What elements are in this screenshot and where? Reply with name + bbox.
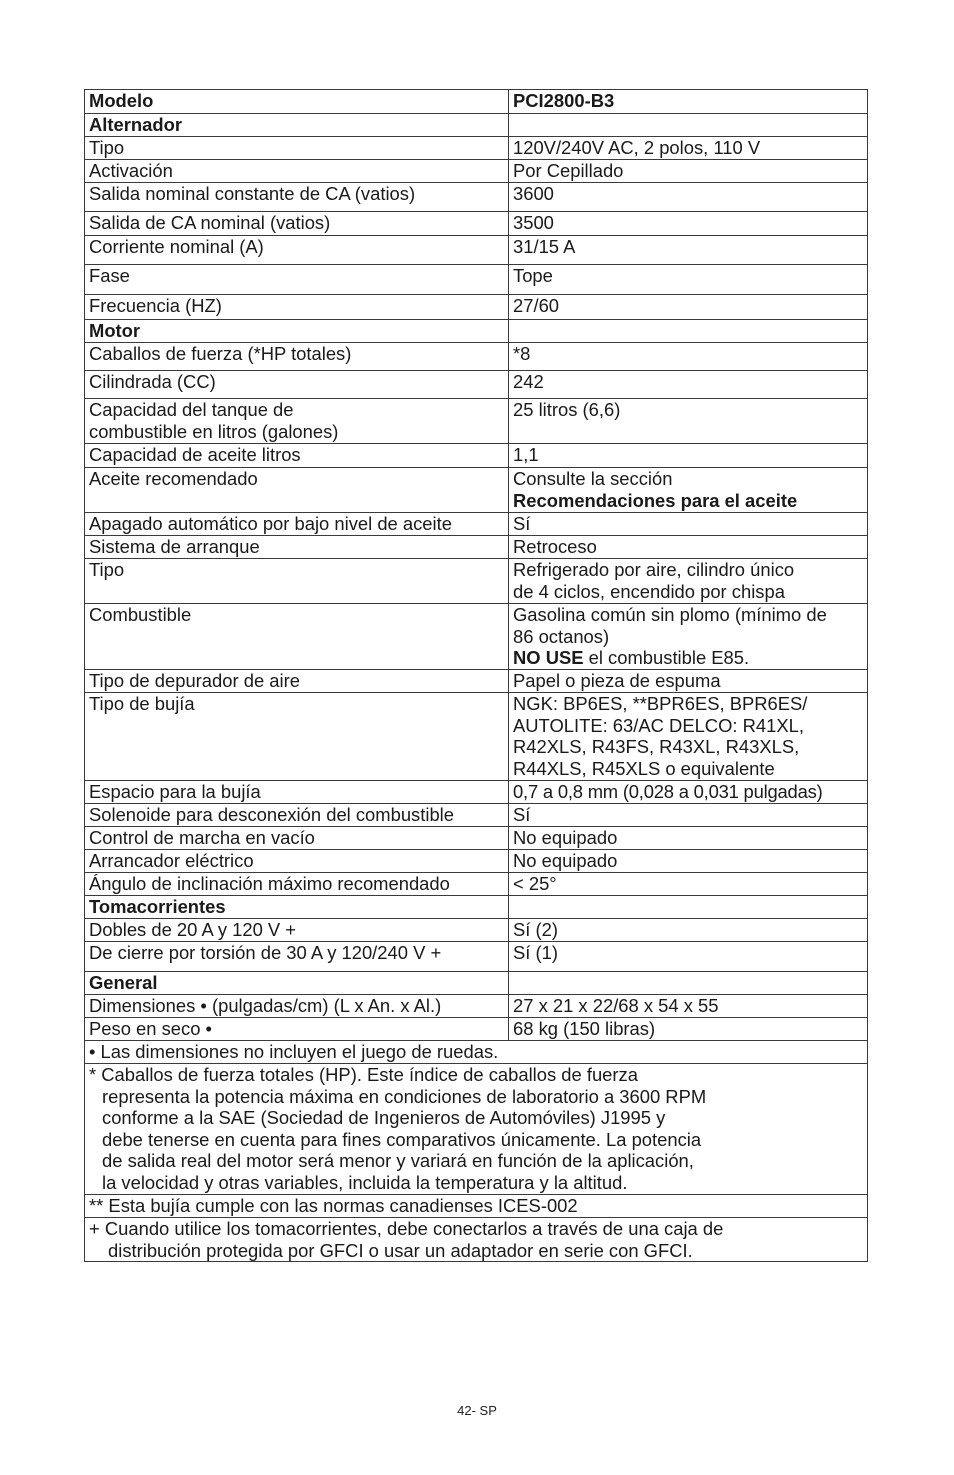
section-header-row [85, 114, 868, 137]
table-row [85, 919, 868, 942]
spec-value: 3500 [509, 212, 868, 236]
spec-label: Sistema de arranque [85, 536, 509, 559]
model-label: Modelo [85, 90, 509, 114]
spec-label: Tipo de bujía [85, 693, 509, 781]
table-row [85, 160, 868, 183]
note-dimensions: • Las dimensiones no incluyen el juego de ruedas. [85, 1041, 868, 1064]
note-row [85, 1218, 868, 1262]
section-header-row [85, 896, 868, 919]
spec-value: Sí [509, 804, 868, 827]
spec-value: No equipado [509, 827, 868, 850]
spec-value: No equipado [509, 850, 868, 873]
spec-value: < 25° [509, 873, 868, 896]
table-row [85, 604, 868, 670]
spec-value-line: 86 octanos) [513, 625, 610, 647]
spec-label: Caballos de fuerza (*HP totales) [85, 343, 509, 371]
spec-value-line: Recomendaciones para el aceite [513, 489, 798, 511]
spec-value: 0,7 a 0,8 mm (0,028 a 0,031 pulgadas) [509, 781, 868, 804]
spec-label [85, 399, 509, 444]
spec-label: Combustible [85, 604, 509, 670]
spec-label: Tipo [85, 559, 509, 604]
table-row [85, 399, 868, 444]
spec-label-line: combustible en litros (galones) [89, 420, 339, 442]
spec-label: Salida nominal constante de CA (vatios) [85, 183, 509, 212]
table-row [85, 995, 868, 1018]
spec-value-line: de 4 ciclos, encendido por chispa [513, 580, 785, 602]
table-row [85, 804, 868, 827]
spec-value: Retroceso [509, 536, 868, 559]
note-row [85, 1195, 868, 1218]
spec-label: Frecuencia (HZ) [85, 295, 509, 320]
section-title-tomacorrientes: Tomacorrientes [85, 896, 509, 919]
page-number: 42- SP [457, 1403, 497, 1418]
note-spark-plug: ** Esta bujía cumple con las normas canadienses ICES-002 [85, 1195, 868, 1218]
spec-label: Fase [85, 265, 509, 295]
spec-value-line: R42XLS, R43FS, R43XL, R43XLS, [513, 736, 800, 758]
spec-label: Ángulo de inclinación máximo recomendado [85, 873, 509, 896]
spec-value: 25 litros (6,6) [509, 399, 868, 444]
note-horsepower [85, 1064, 868, 1195]
spec-value: *8 [509, 343, 868, 371]
section-header-row [85, 972, 868, 995]
table-row [85, 90, 868, 114]
table-row [85, 942, 868, 972]
spec-value [509, 693, 868, 781]
spec-value: 120V/240V AC, 2 polos, 110 V [509, 137, 868, 160]
table-row [85, 693, 868, 781]
table-row [85, 265, 868, 295]
spec-label: Activación [85, 160, 509, 183]
spec-value: 27/60 [509, 295, 868, 320]
table-row [85, 468, 868, 513]
spec-label: Salida de CA nominal (vatios) [85, 212, 509, 236]
note-line: representa la potencia máxima en condiciones de laboratorio a 3600 RPM [102, 1085, 707, 1107]
spec-label: Aceite recomendado [85, 468, 509, 513]
note-line: la velocidad y otras variables, incluida la temperatura y la altitud. [102, 1171, 628, 1193]
spec-label: Solenoide para desconexión del combustible [85, 804, 509, 827]
table-row [85, 212, 868, 236]
table-row [85, 850, 868, 873]
spec-label: Tipo de depurador de aire [85, 670, 509, 693]
spec-label: Peso en seco • [85, 1018, 509, 1041]
table-row [85, 559, 868, 604]
note-outlets [85, 1218, 868, 1262]
note-line: * Caballos de fuerza totales (HP). Este índice de caballos de fuerza [89, 1064, 638, 1085]
section-title-general: General [85, 972, 509, 995]
section-header-row [85, 320, 868, 343]
spec-value-line: NGK: BP6ES, **BPR6ES, BPR6ES/ [513, 693, 808, 714]
table-row [85, 236, 868, 265]
section-title-alternador: Alternador [85, 114, 509, 137]
note-line: conforme a la SAE (Sociedad de Ingenieros de Automóviles) J1995 y [102, 1107, 666, 1129]
spec-value: 3600 [509, 183, 868, 212]
spec-value: Papel o pieza de espuma [509, 670, 868, 693]
spec-value-line: AUTOLITE: 63/AC DELCO: R41XL, [513, 714, 804, 736]
table-row [85, 183, 868, 212]
table-row [85, 1018, 868, 1041]
spec-value: Sí (2) [509, 919, 868, 942]
spec-value-line: Consulte la sección [513, 468, 673, 489]
spec-value: Sí [509, 513, 868, 536]
spec-label: Dimensiones • (pulgadas/cm) (L x An. x Al.) [85, 995, 509, 1018]
spec-label: Apagado automático por bajo nivel de aceite [85, 513, 509, 536]
spec-value [509, 604, 868, 670]
spec-value: Tope [509, 265, 868, 295]
note-line: distribución protegida por GFCI o usar un adaptador en serie con GFCI. [108, 1239, 693, 1261]
spec-value-line: R44XLS, R45XLS o equivalente [513, 757, 775, 779]
spec-label: Dobles de 20 A y 120 V + [85, 919, 509, 942]
table-row [85, 670, 868, 693]
note-row [85, 1041, 868, 1064]
spec-value: 68 kg (150 libras) [509, 1018, 868, 1041]
spec-label: Corriente nominal (A) [85, 236, 509, 265]
table-row [85, 513, 868, 536]
spec-label: Tipo [85, 137, 509, 160]
spec-label-line: Capacidad del tanque de [89, 399, 294, 420]
note-line: debe tenerse en cuenta para fines comparativos únicamente. La potencia [102, 1128, 702, 1150]
warning-text: NO USE [513, 647, 584, 669]
table-row [85, 371, 868, 399]
table-row [85, 781, 868, 804]
spec-value: 242 [509, 371, 868, 399]
spec-value-line: Gasolina común sin plomo (mínimo de [513, 604, 827, 625]
spec-label: Espacio para la bujía [85, 781, 509, 804]
spec-label: Control de marcha en vacío [85, 827, 509, 850]
spec-value: 1,1 [509, 444, 868, 468]
note-line: + Cuando utilice los tomacorrientes, debe conectarlos a través de una caja de [89, 1218, 724, 1239]
spec-label: Arrancador eléctrico [85, 850, 509, 873]
spec-value: 31/15 A [509, 236, 868, 265]
specifications-table [84, 89, 868, 1262]
spec-label: Capacidad de aceite litros [85, 444, 509, 468]
spec-value: Sí (1) [509, 942, 868, 972]
table-row [85, 343, 868, 371]
spec-value-tail: el combustible E85. [583, 647, 750, 669]
table-row [85, 295, 868, 320]
spec-value [509, 468, 868, 513]
spec-value: Por Cepillado [509, 160, 868, 183]
spec-label: De cierre por torsión de 30 A y 120/240 V + [85, 942, 509, 972]
spec-value-line: Refrigerado por aire, cilindro único [513, 559, 795, 580]
table-row [85, 536, 868, 559]
table-row [85, 444, 868, 468]
note-line: de salida real del motor será menor y variará en función de la aplicación, [102, 1150, 694, 1172]
section-title-motor: Motor [85, 320, 509, 343]
note-row [85, 1064, 868, 1195]
table-row [85, 137, 868, 160]
spec-label: Cilindrada (CC) [85, 371, 509, 399]
model-value: PCI2800-B3 [509, 90, 868, 114]
spec-value: 27 x 21 x 22/68 x 54 x 55 [509, 995, 868, 1018]
spec-value-line [513, 647, 864, 669]
table-row [85, 873, 868, 896]
table-row [85, 827, 868, 850]
spec-value [509, 559, 868, 604]
